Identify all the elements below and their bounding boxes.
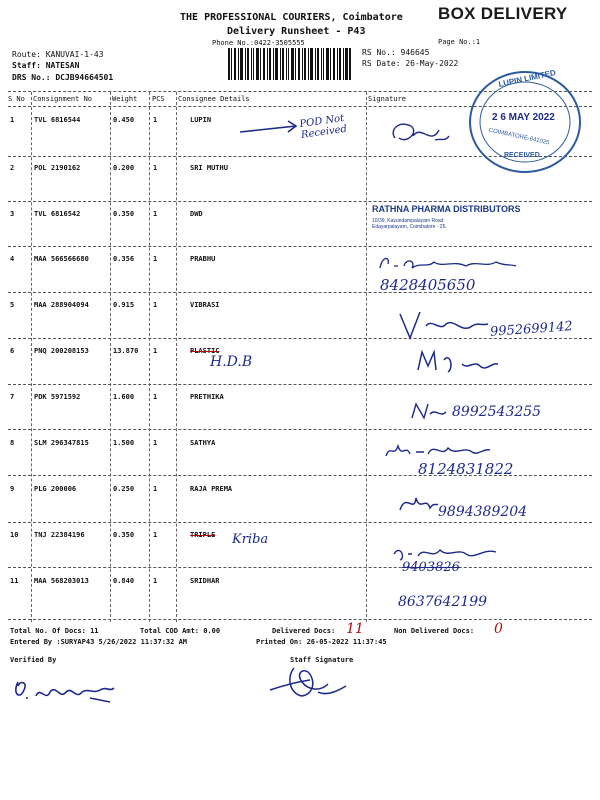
row-pcs: 1 bbox=[153, 255, 158, 263]
row-consignee: SATHYA bbox=[190, 439, 216, 447]
verified-by-signature bbox=[10, 676, 120, 706]
row-consignment: SLM 296347815 bbox=[34, 439, 89, 447]
received-stamp bbox=[466, 68, 584, 176]
row-sno: 3 bbox=[10, 210, 15, 218]
signature-row4 bbox=[376, 252, 536, 274]
row-weight: 1.600 bbox=[113, 393, 135, 401]
row-consignment: TVL 6816542 bbox=[34, 210, 81, 218]
signature-row9 bbox=[396, 488, 440, 518]
row-weight: 0.840 bbox=[113, 577, 135, 585]
box-delivery-stamp: BOX DELIVERY bbox=[438, 4, 568, 23]
row-weight: 0.350 bbox=[113, 210, 135, 218]
row-consignee: SRIDHAR bbox=[190, 577, 220, 585]
col-divider bbox=[176, 92, 177, 622]
row-divider bbox=[8, 246, 592, 247]
note-row6: H.D.B bbox=[210, 354, 253, 370]
runsheet-subtitle: Delivery Runsheet - P43 bbox=[227, 26, 366, 37]
row-sno: 6 bbox=[10, 347, 15, 355]
row-weight: 0.200 bbox=[113, 164, 135, 172]
total-cod: Total COD Amt: 0.00 bbox=[140, 627, 221, 635]
row-pcs: 1 bbox=[153, 577, 158, 585]
row-pcs: 1 bbox=[153, 439, 158, 447]
row-divider bbox=[8, 292, 592, 293]
row-sno: 5 bbox=[10, 301, 15, 309]
signature-row5 bbox=[396, 306, 492, 346]
col-header-consignment: Consignment No bbox=[33, 95, 93, 103]
stamp-company: LUPIN LIMITED bbox=[497, 68, 557, 89]
row-pcs: 1 bbox=[153, 347, 158, 355]
row-consignee: DWD bbox=[190, 210, 203, 218]
rs-date: RS Date: 26-May-2022 bbox=[362, 59, 459, 68]
total-docs: Total No. Of Docs: 11 bbox=[10, 627, 99, 635]
drs-number: DRS No.: DCJB94664501 bbox=[12, 73, 114, 82]
row-sno: 9 bbox=[10, 485, 15, 493]
staff-label: Staff: NATESAN bbox=[12, 61, 80, 70]
row-consignee: VIBRASI bbox=[190, 301, 220, 309]
row-consignment: MAA 288904094 bbox=[34, 301, 89, 309]
document-title: THE PROFESSIONAL COURIERS, Coimbatore bbox=[180, 12, 403, 23]
delivered-docs-label: Delivered Docs: bbox=[272, 627, 336, 635]
delivered-count: 11 bbox=[346, 621, 364, 637]
row-weight: 1.500 bbox=[113, 439, 135, 447]
row-weight: 0.450 bbox=[113, 116, 135, 124]
row-divider bbox=[8, 384, 592, 385]
row-consignment: POL 2190162 bbox=[34, 164, 81, 172]
row-sno: 2 bbox=[10, 164, 15, 172]
phone-row5: 9952699142 bbox=[489, 319, 574, 340]
row-consignment: MAA 568203013 bbox=[34, 577, 89, 585]
row-divider bbox=[8, 567, 592, 568]
row-pcs: 1 bbox=[153, 301, 158, 309]
row-pcs: 1 bbox=[153, 210, 158, 218]
row-sno: 7 bbox=[10, 393, 15, 401]
row-sno: 4 bbox=[10, 255, 15, 263]
phone-row4: 8428405650 bbox=[380, 276, 476, 294]
row-weight: 0.915 bbox=[113, 301, 135, 309]
row-pcs: 1 bbox=[153, 393, 158, 401]
staff-signature bbox=[266, 662, 352, 702]
row-consignee: PRABHU bbox=[190, 255, 216, 263]
printed-on: Printed On: 26-05-2022 11:37:45 bbox=[256, 638, 387, 646]
row-pcs: 1 bbox=[153, 531, 158, 539]
row-consignment: PNQ 200208153 bbox=[34, 347, 89, 355]
row-weight: 0.350 bbox=[113, 531, 135, 539]
row-consignment: PDK 5971592 bbox=[34, 393, 81, 401]
phone-number: Phone No.:0422-3505555 bbox=[212, 39, 305, 47]
rs-number: RS No.: 946645 bbox=[362, 48, 430, 57]
col-header-signature: Signature bbox=[368, 95, 406, 103]
row-pcs: 1 bbox=[153, 164, 158, 172]
phone-row9: 9894389204 bbox=[438, 504, 528, 520]
col-divider bbox=[366, 92, 367, 622]
row-consignment: PLG 200006 bbox=[34, 485, 77, 493]
row-sno: 10 bbox=[10, 531, 19, 539]
company-stamp-name: RATHNA PHARMA DISTRIBUTORS bbox=[372, 204, 521, 214]
row-weight: 0.250 bbox=[113, 485, 135, 493]
col-header-pcs: PCS bbox=[152, 95, 165, 103]
row-pcs: 1 bbox=[153, 485, 158, 493]
staff-signature-label: Staff Signature bbox=[290, 656, 354, 664]
row-weight: 0.356 bbox=[113, 255, 135, 263]
row-consignee: LUPIN bbox=[190, 116, 212, 124]
row-divider bbox=[8, 429, 592, 430]
row-divider bbox=[8, 522, 592, 523]
stamp-date: 2 6 MAY 2022 bbox=[492, 112, 555, 123]
non-delivered-count: 0 bbox=[494, 621, 503, 637]
row-consignee: RAJA PREMA bbox=[190, 485, 233, 493]
row-consignment: MAA 566566680 bbox=[34, 255, 89, 263]
barcode bbox=[228, 48, 352, 80]
company-stamp bbox=[372, 204, 521, 230]
row-consignee: PLASTIC bbox=[190, 347, 220, 355]
company-stamp-address: 10/39, Kavundampalayam Road bbox=[372, 218, 444, 224]
row-consignment: TVL 6816544 bbox=[34, 116, 81, 124]
stamp-received: RECEIVED bbox=[504, 152, 540, 159]
signature-row8 bbox=[384, 438, 494, 462]
pod-not-received-note: POD Not Received bbox=[298, 112, 348, 142]
row-consignee: PRETHIKA bbox=[190, 393, 224, 401]
col-header-sno: S No bbox=[8, 95, 25, 103]
route-label: Route: KANUVAI-1-43 bbox=[12, 50, 104, 59]
arrow-icon bbox=[238, 116, 300, 142]
note-row10: Kriba bbox=[232, 532, 269, 547]
phone-row11-b: 8637642199 bbox=[398, 594, 488, 610]
phone-row11-a: 9403826 bbox=[402, 560, 460, 575]
row-consignment: TNJ 22384196 bbox=[34, 531, 85, 539]
row-weight: 13.870 bbox=[113, 347, 139, 355]
entered-by: Entered By :SURYAP43 5/26/2022 11:37:32 AM bbox=[10, 638, 188, 646]
company-stamp-city: Edayarpalayam, Coimbatore - 25. bbox=[372, 224, 447, 230]
phone-row7: 8992543255 bbox=[452, 404, 542, 420]
signature-row7 bbox=[410, 400, 450, 422]
phone-row8: 8124831822 bbox=[418, 460, 514, 478]
row-consignee: SRI MUTHU bbox=[190, 164, 228, 172]
col-header-consignee: Consignee Details bbox=[178, 95, 250, 103]
row-consignee: TRIPLE bbox=[190, 531, 216, 539]
table-bottom-rule bbox=[8, 619, 592, 620]
col-header-weight: Weight bbox=[112, 95, 138, 103]
page-number: Page No.:1 bbox=[438, 38, 481, 46]
col-divider bbox=[31, 92, 32, 622]
row-sno: 1 bbox=[10, 116, 15, 124]
row-pcs: 1 bbox=[153, 116, 158, 124]
signature-row6 bbox=[414, 346, 500, 378]
non-delivered-docs-label: Non Delivered Docs: bbox=[394, 627, 475, 635]
row-sno: 11 bbox=[10, 577, 19, 585]
signature-row1 bbox=[385, 116, 453, 156]
verified-by-label: Verified By bbox=[10, 656, 57, 664]
col-divider bbox=[149, 92, 150, 622]
col-divider bbox=[110, 92, 111, 622]
row-sno: 8 bbox=[10, 439, 15, 447]
stamp-city: COIMBATORE-641025 bbox=[488, 127, 550, 147]
row-divider bbox=[8, 201, 592, 202]
